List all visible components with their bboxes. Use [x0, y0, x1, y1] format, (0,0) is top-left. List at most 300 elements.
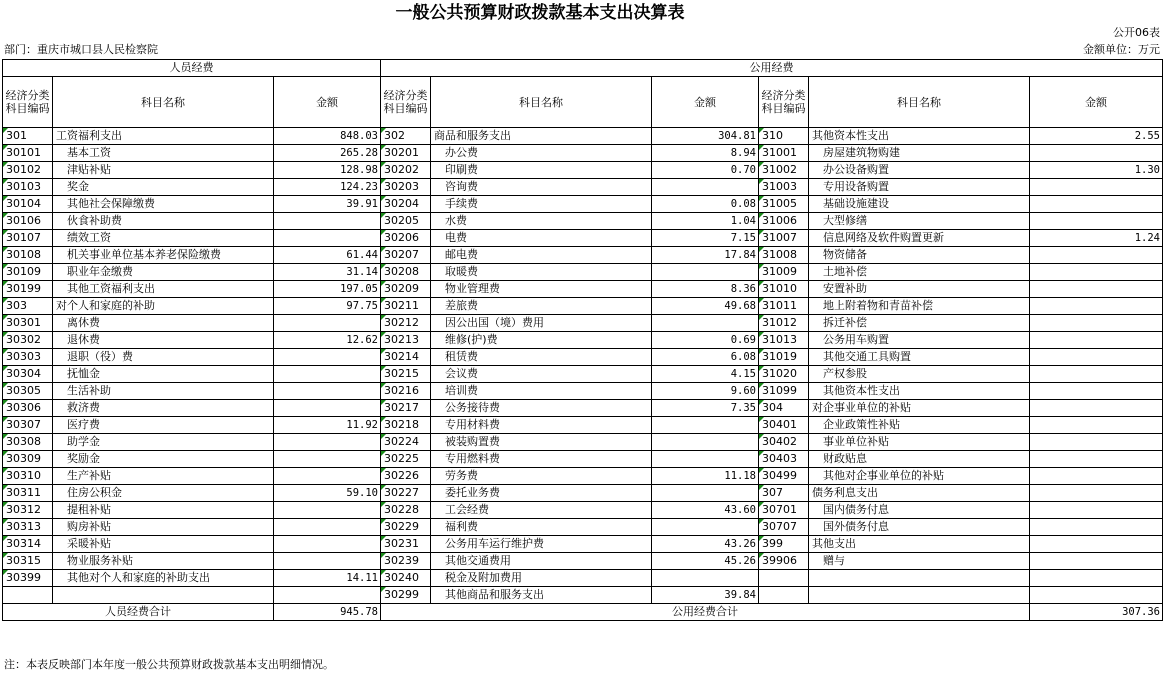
cell-code: 39906 — [759, 553, 809, 570]
cell-code: 30225 — [381, 451, 431, 468]
cell-amount — [652, 179, 759, 196]
cell-amount: 124.23 — [274, 179, 381, 196]
table-row — [3, 298, 1163, 315]
cell-name: 地上附着物和青苗补偿 — [809, 298, 1030, 315]
table-row — [3, 451, 1163, 468]
cell-code: 310 — [759, 128, 809, 145]
cell-name: 信息网络及软件购置更新 — [809, 230, 1030, 247]
cell-amount — [274, 536, 381, 553]
cell-code — [759, 587, 809, 604]
table-row — [3, 230, 1163, 247]
cell-code: 30304 — [3, 366, 53, 383]
cell-amount — [274, 468, 381, 485]
cell-name: 拆迁补偿 — [809, 315, 1030, 332]
cell-name: 物业服务补贴 — [53, 553, 274, 570]
cell-code: 30228 — [381, 502, 431, 519]
cell-name: 提租补贴 — [53, 502, 274, 519]
cell-name: 其他交通工具购置 — [809, 349, 1030, 366]
cell-name: 印刷费 — [431, 162, 652, 179]
cell-amount — [652, 519, 759, 536]
cell-amount: 128.98 — [274, 162, 381, 179]
table-row — [3, 247, 1163, 264]
cell-amount — [1030, 451, 1163, 468]
cell-name — [809, 587, 1030, 604]
cell-name: 租赁费 — [431, 349, 652, 366]
cell-name — [53, 587, 274, 604]
cell-code: 30201 — [381, 145, 431, 162]
cell-name: 手续费 — [431, 196, 652, 213]
cell-name: 土地补偿 — [809, 264, 1030, 281]
cell-name: 国外债务付息 — [809, 519, 1030, 536]
cell-name: 离休费 — [53, 315, 274, 332]
cell-code: 304 — [759, 400, 809, 417]
cell-name: 专用设备购置 — [809, 179, 1030, 196]
cell-name: 机关事业单位基本养老保险缴费 — [53, 247, 274, 264]
cell-amount — [1030, 553, 1163, 570]
table-row — [3, 281, 1163, 298]
cell-amount: 0.70 — [652, 162, 759, 179]
cell-name: 物资储备 — [809, 247, 1030, 264]
cell-name: 其他资本性支出 — [809, 128, 1030, 145]
cell-amount — [274, 366, 381, 383]
cell-amount — [1030, 434, 1163, 451]
cell-amount — [274, 213, 381, 230]
cell-name: 税金及附加费用 — [431, 570, 652, 587]
table-row — [3, 196, 1163, 213]
cell-code: 30199 — [3, 281, 53, 298]
cell-amount — [274, 383, 381, 400]
cell-name: 基本工资 — [53, 145, 274, 162]
cell-code: 30403 — [759, 451, 809, 468]
cell-name: 津贴补贴 — [53, 162, 274, 179]
cell-amount — [274, 519, 381, 536]
form-number: 公开06表 — [1113, 26, 1160, 39]
cell-code: 30208 — [381, 264, 431, 281]
cell-amount: 4.15 — [652, 366, 759, 383]
cell-code — [3, 587, 53, 604]
cell-amount — [1030, 332, 1163, 349]
cell-code: 30307 — [3, 417, 53, 434]
cell-code: 30707 — [759, 519, 809, 536]
cell-amount — [274, 434, 381, 451]
cell-amount — [274, 502, 381, 519]
cell-name: 商品和服务支出 — [431, 128, 652, 145]
cell-code: 31001 — [759, 145, 809, 162]
cell-amount: 11.92 — [274, 417, 381, 434]
cell-code: 30301 — [3, 315, 53, 332]
totals-row — [3, 604, 1163, 621]
cell-code: 30224 — [381, 434, 431, 451]
cell-amount — [1030, 281, 1163, 298]
cell-name: 职业年金缴费 — [53, 264, 274, 281]
public-total-value: 307.36 — [1030, 604, 1163, 621]
table-row — [3, 587, 1163, 604]
cell-name: 公务用车运行维护费 — [431, 536, 652, 553]
cell-code: 30231 — [381, 536, 431, 553]
cell-code: 31009 — [759, 264, 809, 281]
cell-code: 30106 — [3, 213, 53, 230]
cell-amount — [652, 315, 759, 332]
table-row — [3, 264, 1163, 281]
col-header-name: 科目名称 — [431, 77, 652, 128]
cell-code: 30399 — [3, 570, 53, 587]
personnel-total-value: 945.78 — [274, 604, 381, 621]
cell-name: 产权参股 — [809, 366, 1030, 383]
cell-amount: 49.68 — [652, 298, 759, 315]
cell-code: 30214 — [381, 349, 431, 366]
cell-name: 水费 — [431, 213, 652, 230]
cell-amount — [1030, 536, 1163, 553]
cell-code: 30103 — [3, 179, 53, 196]
cell-name: 救济费 — [53, 400, 274, 417]
cell-code: 30101 — [3, 145, 53, 162]
col-header-name: 科目名称 — [53, 77, 274, 128]
cell-amount: 17.84 — [652, 247, 759, 264]
cell-amount — [1030, 570, 1163, 587]
table-row — [3, 366, 1163, 383]
table-row — [3, 553, 1163, 570]
group-personnel: 人员经费 — [3, 60, 381, 77]
cell-name: 抚恤金 — [53, 366, 274, 383]
cell-code: 30218 — [381, 417, 431, 434]
cell-amount: 97.75 — [274, 298, 381, 315]
table-row — [3, 468, 1163, 485]
cell-name: 其他对个人和家庭的补助支出 — [53, 570, 274, 587]
cell-amount — [1030, 213, 1163, 230]
cell-amount: 265.28 — [274, 145, 381, 162]
table-row — [3, 536, 1163, 553]
cell-code: 30204 — [381, 196, 431, 213]
cell-name — [809, 570, 1030, 587]
cell-name: 其他支出 — [809, 536, 1030, 553]
cell-amount: 9.60 — [652, 383, 759, 400]
cell-amount — [274, 349, 381, 366]
cell-code: 30216 — [381, 383, 431, 400]
cell-name: 其他交通费用 — [431, 553, 652, 570]
cell-name: 生活补助 — [53, 383, 274, 400]
amount-unit-label: 金额单位：万元 — [1083, 43, 1160, 56]
cell-name: 退职（役）费 — [53, 349, 274, 366]
cell-name: 伙食补助费 — [53, 213, 274, 230]
cell-code: 30209 — [381, 281, 431, 298]
cell-amount: 39.84 — [652, 587, 759, 604]
cell-amount — [652, 417, 759, 434]
col-header-code: 经济分类科目编码 — [759, 77, 809, 128]
cell-amount — [1030, 179, 1163, 196]
cell-name: 差旅费 — [431, 298, 652, 315]
department-label: 部门：重庆市城口县人民检察院 — [4, 43, 158, 56]
cell-code: 30104 — [3, 196, 53, 213]
page-title: 一般公共预算财政拨款基本支出决算表 — [395, 3, 685, 23]
table-row — [3, 349, 1163, 366]
cell-name: 专用材料费 — [431, 417, 652, 434]
cell-name: 房屋建筑物购建 — [809, 145, 1030, 162]
cell-code: 31012 — [759, 315, 809, 332]
cell-name: 国内债务付息 — [809, 502, 1030, 519]
cell-amount: 14.11 — [274, 570, 381, 587]
cell-amount: 7.35 — [652, 400, 759, 417]
cell-amount — [1030, 145, 1163, 162]
cell-amount: 1.30 — [1030, 162, 1163, 179]
cell-amount — [1030, 587, 1163, 604]
col-header-amount: 金额 — [274, 77, 381, 128]
cell-name: 邮电费 — [431, 247, 652, 264]
cell-name: 公务接待费 — [431, 400, 652, 417]
cell-name: 财政贴息 — [809, 451, 1030, 468]
cell-code: 31007 — [759, 230, 809, 247]
cell-amount — [1030, 502, 1163, 519]
cell-name: 公务用车购置 — [809, 332, 1030, 349]
cell-name: 购房补贴 — [53, 519, 274, 536]
cell-amount — [1030, 196, 1163, 213]
cell-amount: 197.05 — [274, 281, 381, 298]
cell-amount: 2.55 — [1030, 128, 1163, 145]
cell-amount: 61.44 — [274, 247, 381, 264]
cell-code: 31010 — [759, 281, 809, 298]
cell-code: 30203 — [381, 179, 431, 196]
cell-code: 31099 — [759, 383, 809, 400]
cell-name: 劳务费 — [431, 468, 652, 485]
cell-name: 大型修缮 — [809, 213, 1030, 230]
table-row — [3, 315, 1163, 332]
cell-code: 30229 — [381, 519, 431, 536]
table-row — [3, 179, 1163, 196]
cell-code: 31008 — [759, 247, 809, 264]
cell-name: 事业单位补贴 — [809, 434, 1030, 451]
table-row — [3, 502, 1163, 519]
cell-amount — [1030, 247, 1163, 264]
cell-amount — [1030, 349, 1163, 366]
cell-amount: 6.08 — [652, 349, 759, 366]
cell-amount: 45.26 — [652, 553, 759, 570]
col-header-code: 经济分类科目编码 — [381, 77, 431, 128]
cell-name: 医疗费 — [53, 417, 274, 434]
cell-code: 31003 — [759, 179, 809, 196]
public-total-label: 公用经费合计 — [381, 604, 1030, 621]
cell-amount — [652, 570, 759, 587]
cell-name: 培训费 — [431, 383, 652, 400]
cell-name: 债务利息支出 — [809, 485, 1030, 502]
table-row — [3, 485, 1163, 502]
cell-amount: 304.81 — [652, 128, 759, 145]
cell-code: 30226 — [381, 468, 431, 485]
cell-name: 因公出国（境）费用 — [431, 315, 652, 332]
cell-code: 303 — [3, 298, 53, 315]
cell-amount: 31.14 — [274, 264, 381, 281]
cell-name: 维修(护)费 — [431, 332, 652, 349]
cell-name: 工资福利支出 — [53, 128, 274, 145]
cell-code: 30306 — [3, 400, 53, 417]
cell-code: 30309 — [3, 451, 53, 468]
table-row — [3, 400, 1163, 417]
cell-name: 被装购置费 — [431, 434, 652, 451]
footnote: 注：本表反映部门本年度一般公共预算财政拨款基本支出明细情况。 — [4, 658, 334, 671]
cell-name: 会议费 — [431, 366, 652, 383]
cell-code: 302 — [381, 128, 431, 145]
cell-code: 30314 — [3, 536, 53, 553]
table-row — [3, 162, 1163, 179]
col-header-amount: 金额 — [652, 77, 759, 128]
cell-code: 30310 — [3, 468, 53, 485]
cell-amount — [1030, 366, 1163, 383]
cell-name: 电费 — [431, 230, 652, 247]
table-row — [3, 519, 1163, 536]
cell-amount: 43.26 — [652, 536, 759, 553]
cell-amount — [274, 451, 381, 468]
cell-code: 30215 — [381, 366, 431, 383]
cell-name: 生产补贴 — [53, 468, 274, 485]
cell-name: 其他对企事业单位的补贴 — [809, 468, 1030, 485]
cell-code: 30302 — [3, 332, 53, 349]
cell-code: 30701 — [759, 502, 809, 519]
cell-amount: 43.60 — [652, 502, 759, 519]
col-header-code: 经济分类科目编码 — [3, 77, 53, 128]
cell-code: 31005 — [759, 196, 809, 213]
cell-amount — [1030, 400, 1163, 417]
expenditure-table — [2, 59, 1163, 621]
cell-name: 福利费 — [431, 519, 652, 536]
cell-code: 30202 — [381, 162, 431, 179]
cell-amount: 8.36 — [652, 281, 759, 298]
cell-amount — [274, 230, 381, 247]
cell-amount — [1030, 383, 1163, 400]
cell-amount: 0.08 — [652, 196, 759, 213]
cell-amount: 1.04 — [652, 213, 759, 230]
cell-name: 安置补助 — [809, 281, 1030, 298]
cell-amount — [652, 264, 759, 281]
cell-amount — [274, 587, 381, 604]
cell-code: 30312 — [3, 502, 53, 519]
cell-amount — [1030, 485, 1163, 502]
cell-code: 30303 — [3, 349, 53, 366]
cell-amount — [652, 485, 759, 502]
cell-amount: 39.91 — [274, 196, 381, 213]
cell-code: 30217 — [381, 400, 431, 417]
cell-amount — [274, 400, 381, 417]
cell-amount: 8.94 — [652, 145, 759, 162]
cell-name: 奖金 — [53, 179, 274, 196]
cell-code: 30211 — [381, 298, 431, 315]
cell-code: 30227 — [381, 485, 431, 502]
cell-amount — [274, 315, 381, 332]
cell-code: 30402 — [759, 434, 809, 451]
table-row — [3, 332, 1163, 349]
col-header-amount: 金额 — [1030, 77, 1163, 128]
table-row — [3, 213, 1163, 230]
cell-code: 30308 — [3, 434, 53, 451]
cell-name: 奖励金 — [53, 451, 274, 468]
cell-code: 30205 — [381, 213, 431, 230]
cell-code: 30109 — [3, 264, 53, 281]
cell-amount: 0.69 — [652, 332, 759, 349]
cell-code: 30401 — [759, 417, 809, 434]
cell-code: 30240 — [381, 570, 431, 587]
table-row — [3, 145, 1163, 162]
cell-name: 其他资本性支出 — [809, 383, 1030, 400]
cell-code: 31002 — [759, 162, 809, 179]
cell-name: 赠与 — [809, 553, 1030, 570]
cell-name: 采暖补贴 — [53, 536, 274, 553]
cell-name: 企业政策性补贴 — [809, 417, 1030, 434]
cell-amount — [652, 434, 759, 451]
cell-code: 31020 — [759, 366, 809, 383]
cell-amount — [1030, 298, 1163, 315]
table-row — [3, 434, 1163, 451]
table-row — [3, 570, 1163, 587]
cell-name: 办公费 — [431, 145, 652, 162]
cell-code: 31019 — [759, 349, 809, 366]
cell-amount: 7.15 — [652, 230, 759, 247]
cell-amount: 59.10 — [274, 485, 381, 502]
cell-code: 399 — [759, 536, 809, 553]
table-row — [3, 417, 1163, 434]
personnel-total-label: 人员经费合计 — [3, 604, 274, 621]
cell-name: 退休费 — [53, 332, 274, 349]
cell-code: 31011 — [759, 298, 809, 315]
cell-code: 30213 — [381, 332, 431, 349]
cell-code: 31006 — [759, 213, 809, 230]
cell-code: 30299 — [381, 587, 431, 604]
cell-code: 30207 — [381, 247, 431, 264]
cell-code — [759, 570, 809, 587]
cell-code: 30315 — [3, 553, 53, 570]
cell-name: 对企事业单位的补贴 — [809, 400, 1030, 417]
cell-name: 物业管理费 — [431, 281, 652, 298]
cell-name: 办公设备购置 — [809, 162, 1030, 179]
cell-name: 绩效工资 — [53, 230, 274, 247]
cell-amount — [652, 451, 759, 468]
cell-code: 30108 — [3, 247, 53, 264]
cell-amount: 12.62 — [274, 332, 381, 349]
table-row — [3, 383, 1163, 400]
cell-amount: 1.24 — [1030, 230, 1163, 247]
cell-code: 307 — [759, 485, 809, 502]
cell-name: 专用燃料费 — [431, 451, 652, 468]
cell-code: 30206 — [381, 230, 431, 247]
cell-name: 基础设施建设 — [809, 196, 1030, 213]
cell-code: 31013 — [759, 332, 809, 349]
cell-name: 工会经费 — [431, 502, 652, 519]
cell-amount — [1030, 468, 1163, 485]
cell-amount: 848.03 — [274, 128, 381, 145]
cell-amount — [274, 553, 381, 570]
cell-code: 301 — [3, 128, 53, 145]
cell-name: 住房公积金 — [53, 485, 274, 502]
cell-name: 对个人和家庭的补助 — [53, 298, 274, 315]
cell-name: 取暖费 — [431, 264, 652, 281]
cell-name: 其他社会保障缴费 — [53, 196, 274, 213]
cell-name: 助学金 — [53, 434, 274, 451]
cell-code: 30305 — [3, 383, 53, 400]
cell-code: 30212 — [381, 315, 431, 332]
group-header-row — [3, 60, 1163, 77]
cell-code: 30107 — [3, 230, 53, 247]
cell-code: 30102 — [3, 162, 53, 179]
group-public: 公用经费 — [381, 60, 1163, 77]
cell-name: 其他商品和服务支出 — [431, 587, 652, 604]
column-header-row — [3, 77, 1163, 128]
cell-name: 咨询费 — [431, 179, 652, 196]
col-header-name: 科目名称 — [809, 77, 1030, 128]
cell-name: 委托业务费 — [431, 485, 652, 502]
cell-amount — [1030, 417, 1163, 434]
cell-code: 30313 — [3, 519, 53, 536]
cell-amount — [1030, 264, 1163, 281]
cell-code: 30499 — [759, 468, 809, 485]
cell-code: 30311 — [3, 485, 53, 502]
cell-name: 其他工资福利支出 — [53, 281, 274, 298]
cell-code: 30239 — [381, 553, 431, 570]
